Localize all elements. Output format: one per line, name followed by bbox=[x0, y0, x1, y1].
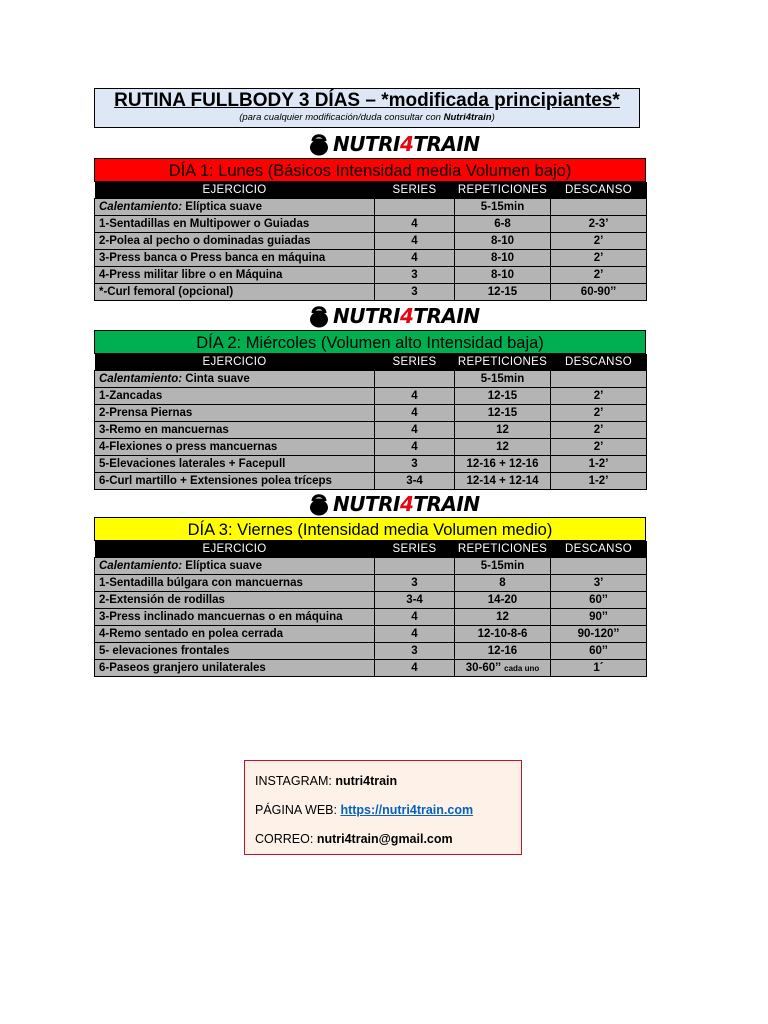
reps-cell bbox=[455, 592, 551, 609]
table-row bbox=[95, 660, 647, 677]
rest-cell: 2’ bbox=[551, 405, 647, 422]
contact-box bbox=[244, 760, 522, 855]
subtitle-suffix: ) bbox=[491, 112, 495, 123]
table-row bbox=[95, 388, 647, 405]
table-header-row bbox=[95, 541, 647, 558]
table-row bbox=[95, 473, 647, 490]
reps-cell bbox=[455, 267, 551, 284]
series-cell: 4 bbox=[375, 660, 455, 677]
series-cell: 3 bbox=[375, 456, 455, 473]
col-header-series: SERIES bbox=[375, 354, 455, 371]
reps-value: 12-16 bbox=[487, 645, 518, 657]
warmup-label: Calentamiento: bbox=[99, 201, 183, 213]
reps-cell bbox=[455, 216, 551, 233]
rest-cell: 1-2’ bbox=[551, 473, 647, 490]
exercise-cell: 2-Extensión de rodillas bbox=[95, 592, 375, 609]
day-title: DÍA 2: Miércoles (Volumen alto Intensidad baja) bbox=[94, 330, 646, 354]
rest-cell: 2’ bbox=[551, 233, 647, 250]
day-section bbox=[94, 330, 646, 490]
reps-cell bbox=[455, 609, 551, 626]
reps-cell bbox=[455, 284, 551, 301]
exercise-cell: 3-Remo en mancuernas bbox=[95, 422, 375, 439]
warmup-reps-cell: 5-15min bbox=[455, 199, 551, 216]
table-row bbox=[95, 643, 647, 660]
warmup-reps-cell: 5-15min bbox=[455, 371, 551, 388]
series-cell: 3-4 bbox=[375, 592, 455, 609]
warmup-rest-cell bbox=[551, 199, 647, 216]
table-row bbox=[95, 422, 647, 439]
series-cell: 4 bbox=[375, 609, 455, 626]
warmup-row bbox=[95, 199, 647, 216]
subtitle-prefix: (para cualquier modificación/duda consultar con bbox=[239, 112, 444, 123]
reps-value: 8 bbox=[499, 577, 506, 589]
rest-cell: 3’ bbox=[551, 575, 647, 592]
warmup-series-cell bbox=[375, 558, 455, 575]
exercise-cell: 3-Press inclinado mancuernas o en máquina bbox=[95, 609, 375, 626]
rest-cell: 2’ bbox=[551, 267, 647, 284]
reps-value: 12 bbox=[496, 611, 509, 623]
instagram-row: INSTAGRAM: nutri4train bbox=[255, 774, 398, 788]
series-cell: 3 bbox=[375, 267, 455, 284]
day-title: DÍA 3: Viernes (Intensidad media Volumen medio) bbox=[94, 517, 646, 541]
col-header-exercise: EJERCICIO bbox=[95, 182, 375, 199]
rest-cell: 2’ bbox=[551, 388, 647, 405]
reps-note: cada uno bbox=[504, 664, 540, 673]
reps-cell bbox=[455, 405, 551, 422]
series-cell: 4 bbox=[375, 233, 455, 250]
exercise-cell: 5- elevaciones frontales bbox=[95, 643, 375, 660]
reps-cell bbox=[455, 626, 551, 643]
col-header-rest: DESCANSO bbox=[551, 541, 647, 558]
table-row bbox=[95, 592, 647, 609]
reps-value: 12-16 + 12-16 bbox=[466, 458, 539, 470]
col-header-series: SERIES bbox=[375, 182, 455, 199]
exercise-cell: 4-Press militar libre o en Máquina bbox=[95, 267, 375, 284]
warmup-rest-cell bbox=[551, 371, 647, 388]
rest-cell: 2’ bbox=[551, 250, 647, 267]
warmup-activity: Elíptica suave bbox=[182, 560, 262, 572]
kettlebell-icon bbox=[308, 304, 330, 328]
reps-value: 12-14 + 12-14 bbox=[466, 475, 539, 487]
table-row bbox=[95, 575, 647, 592]
col-header-exercise: EJERCICIO bbox=[95, 541, 375, 558]
logo-wordmark: NUTRI4TRAIN bbox=[333, 492, 480, 516]
table-row bbox=[95, 216, 647, 233]
table-header-row bbox=[95, 354, 647, 371]
reps-value: 12-15 bbox=[487, 390, 518, 402]
series-cell: 3 bbox=[375, 643, 455, 660]
table-row bbox=[95, 609, 647, 626]
exercise-cell: 1-Zancadas bbox=[95, 388, 375, 405]
reps-value: 8-10 bbox=[490, 252, 515, 264]
warmup-activity: Elíptica suave bbox=[182, 201, 262, 213]
exercise-table bbox=[94, 541, 647, 677]
rest-cell: 1´ bbox=[551, 660, 647, 677]
warmup-series-cell bbox=[375, 199, 455, 216]
col-header-rest: DESCANSO bbox=[551, 354, 647, 371]
warmup-label: Calentamiento: bbox=[99, 373, 183, 385]
warmup-activity: Cinta suave bbox=[182, 373, 250, 385]
series-cell: 4 bbox=[375, 216, 455, 233]
rest-cell: 60’’ bbox=[551, 592, 647, 609]
warmup-row bbox=[95, 558, 647, 575]
exercise-table bbox=[94, 354, 647, 490]
reps-cell bbox=[455, 643, 551, 660]
exercise-cell: 2-Prensa Piernas bbox=[95, 405, 375, 422]
col-header-series: SERIES bbox=[375, 541, 455, 558]
reps-cell bbox=[455, 250, 551, 267]
exercise-cell: 2-Polea al pecho o dominadas guiadas bbox=[95, 233, 375, 250]
rest-cell: 2’ bbox=[551, 439, 647, 456]
reps-value: 12 bbox=[496, 441, 509, 453]
reps-value: 6-8 bbox=[494, 218, 511, 230]
col-header-exercise: EJERCICIO bbox=[95, 354, 375, 371]
rest-cell: 60’’ bbox=[551, 643, 647, 660]
routine-header bbox=[94, 88, 640, 128]
table-row bbox=[95, 233, 647, 250]
table-row bbox=[95, 439, 647, 456]
day-title: DÍA 1: Lunes (Básicos Intensidad media Volumen bajo) bbox=[94, 158, 646, 182]
table-header-row bbox=[95, 182, 647, 199]
reps-cell bbox=[455, 439, 551, 456]
exercise-cell: 6-Paseos granjero unilaterales bbox=[95, 660, 375, 677]
subtitle-brand: Nutri4train bbox=[443, 112, 492, 123]
warmup-series-cell bbox=[375, 371, 455, 388]
page-title: RUTINA FULLBODY 3 DÍAS – *modificada principiantes* bbox=[114, 90, 620, 111]
series-cell: 4 bbox=[375, 250, 455, 267]
table-row bbox=[95, 456, 647, 473]
rest-cell: 2-3’ bbox=[551, 216, 647, 233]
series-cell: 4 bbox=[375, 405, 455, 422]
logo-wordmark: NUTRI4TRAIN bbox=[333, 132, 480, 156]
reps-value: 12-15 bbox=[487, 407, 518, 419]
exercise-cell: 1-Sentadilla búlgara con mancuernas bbox=[95, 575, 375, 592]
day-section bbox=[94, 517, 646, 677]
warmup-label: Calentamiento: bbox=[99, 560, 183, 572]
series-cell: 3 bbox=[375, 575, 455, 592]
exercise-cell: 4-Remo sentado en polea cerrada bbox=[95, 626, 375, 643]
warmup-reps-cell: 5-15min bbox=[455, 558, 551, 575]
exercise-cell: 5-Elevaciones laterales + Facepull bbox=[95, 456, 375, 473]
reps-cell bbox=[455, 233, 551, 250]
exercise-cell: 3-Press banca o Press banca en máquina bbox=[95, 250, 375, 267]
col-header-reps: REPETICIONES bbox=[455, 182, 551, 199]
series-cell: 4 bbox=[375, 422, 455, 439]
reps-value: 12-10-8-6 bbox=[477, 628, 528, 640]
series-cell: 3-4 bbox=[375, 473, 455, 490]
logo-wordmark: NUTRI4TRAIN bbox=[333, 304, 480, 328]
rest-cell: 60-90’’ bbox=[551, 284, 647, 301]
exercise-cell: *-Curl femoral (opcional) bbox=[95, 284, 375, 301]
exercise-cell: 6-Curl martillo + Extensiones polea tríceps bbox=[95, 473, 375, 490]
website-link[interactable]: https://nutri4train.com bbox=[340, 803, 474, 817]
series-cell: 3 bbox=[375, 284, 455, 301]
warmup-cell bbox=[95, 558, 375, 575]
table-row bbox=[95, 250, 647, 267]
table-row bbox=[95, 284, 647, 301]
kettlebell-icon bbox=[308, 492, 330, 516]
table-row bbox=[95, 626, 647, 643]
reps-value: 8-10 bbox=[490, 235, 515, 247]
reps-cell bbox=[455, 456, 551, 473]
series-cell: 4 bbox=[375, 439, 455, 456]
col-header-reps: REPETICIONES bbox=[455, 354, 551, 371]
reps-cell bbox=[455, 660, 551, 677]
warmup-cell bbox=[95, 371, 375, 388]
table-row bbox=[95, 405, 647, 422]
rest-cell: 1-2’ bbox=[551, 456, 647, 473]
reps-value: 12-15 bbox=[487, 286, 518, 298]
rest-cell: 90’’ bbox=[551, 609, 647, 626]
exercise-cell: 4-Flexiones o press mancuernas bbox=[95, 439, 375, 456]
kettlebell-icon bbox=[308, 132, 330, 156]
reps-value: 14-20 bbox=[487, 594, 518, 606]
nutri4train-logo bbox=[308, 304, 480, 328]
exercise-cell: 1-Sentadillas en Multipower o Guiadas bbox=[95, 216, 375, 233]
day-section bbox=[94, 158, 646, 301]
email-address[interactable]: nutri4train@gmail.com bbox=[316, 832, 453, 846]
reps-cell bbox=[455, 473, 551, 490]
reps-value: 30-60’’ bbox=[465, 662, 502, 674]
warmup-row bbox=[95, 371, 647, 388]
rest-cell: 90-120’’ bbox=[551, 626, 647, 643]
nutri4train-logo bbox=[308, 132, 480, 156]
reps-value: 12 bbox=[496, 424, 509, 436]
warmup-cell bbox=[95, 199, 375, 216]
series-cell: 4 bbox=[375, 388, 455, 405]
rest-cell: 2’ bbox=[551, 422, 647, 439]
email-row: CORREO: nutri4train@gmail.com bbox=[255, 832, 453, 846]
reps-cell bbox=[455, 388, 551, 405]
exercise-table bbox=[94, 182, 647, 301]
series-cell: 4 bbox=[375, 626, 455, 643]
page-subtitle bbox=[95, 112, 639, 124]
reps-cell bbox=[455, 575, 551, 592]
reps-cell bbox=[455, 422, 551, 439]
reps-value: 8-10 bbox=[490, 269, 515, 281]
col-header-reps: REPETICIONES bbox=[455, 541, 551, 558]
col-header-rest: DESCANSO bbox=[551, 182, 647, 199]
instagram-handle[interactable]: nutri4train bbox=[335, 774, 398, 788]
table-row bbox=[95, 267, 647, 284]
nutri4train-logo bbox=[308, 492, 480, 516]
website-row: PÁGINA WEB: https://nutri4train.com bbox=[255, 803, 474, 817]
warmup-rest-cell bbox=[551, 558, 647, 575]
